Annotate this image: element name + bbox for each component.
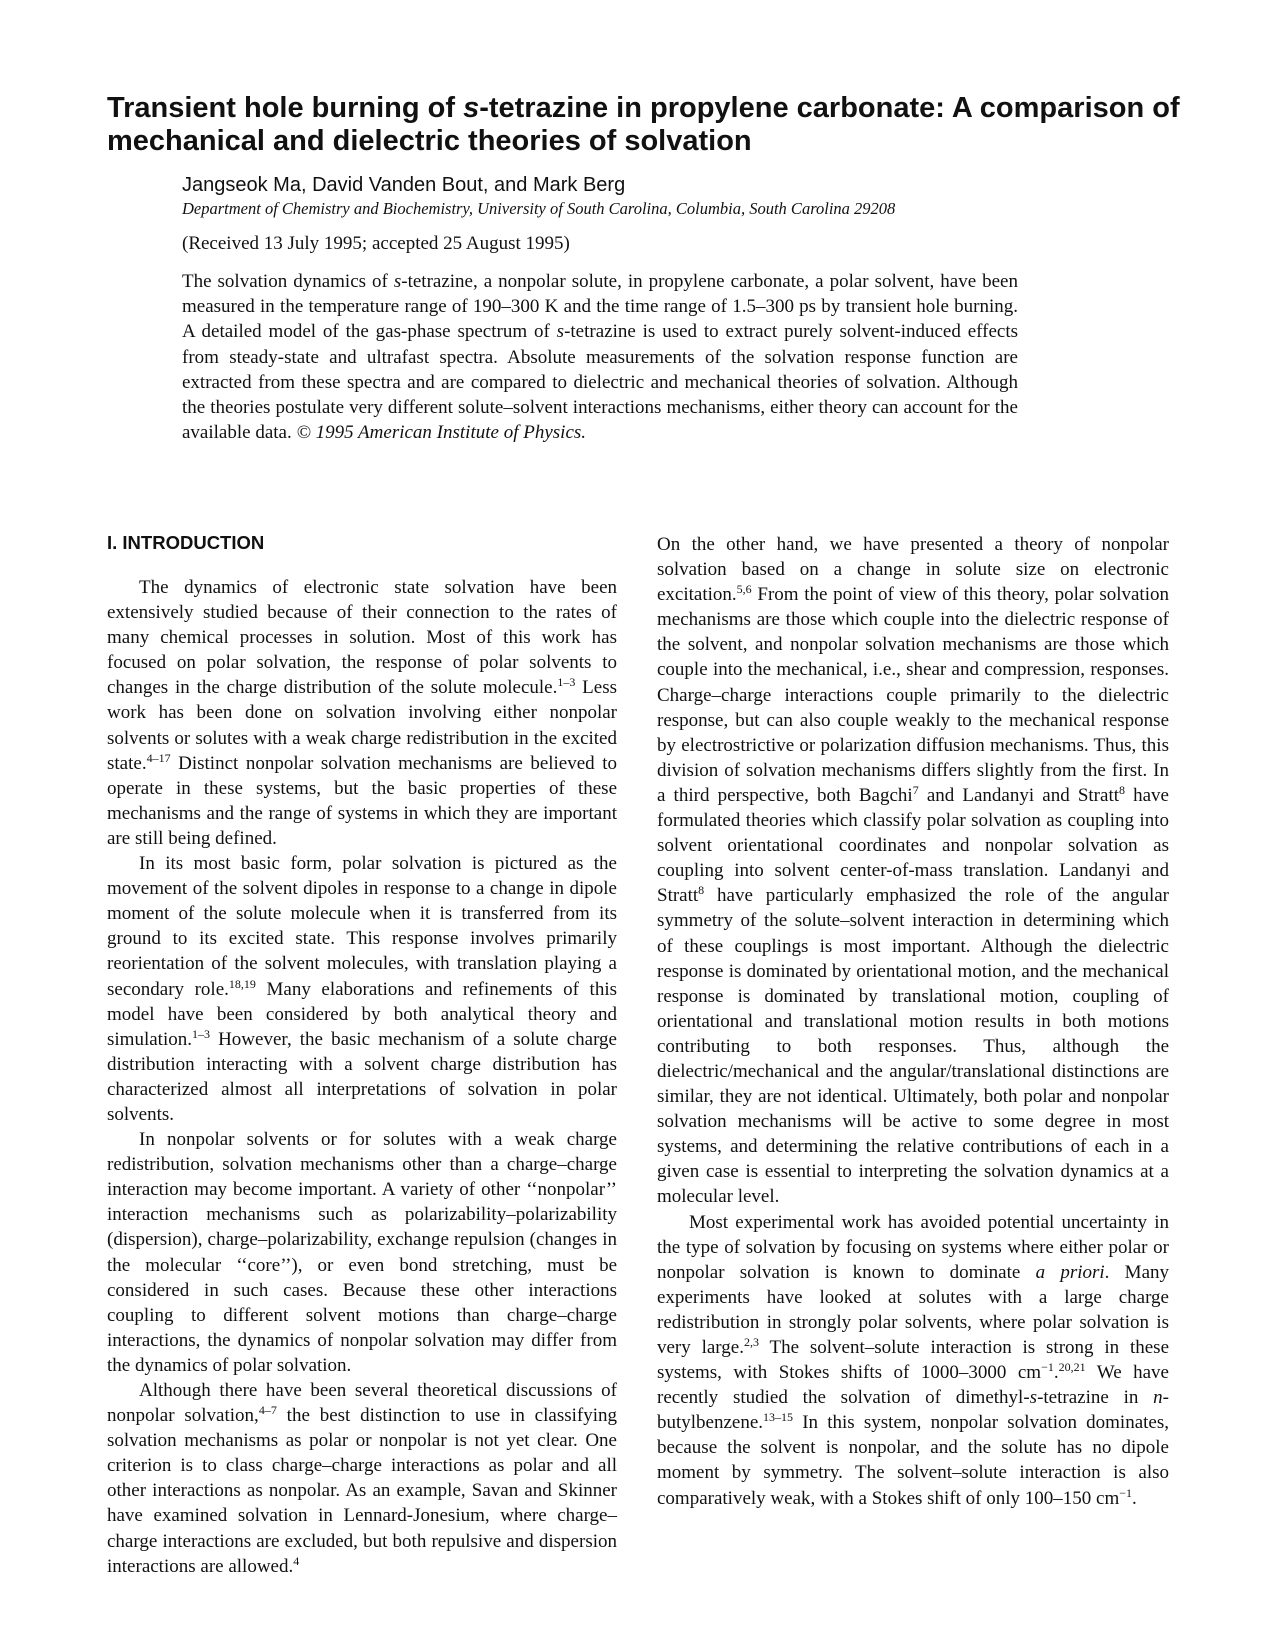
citation: 4–17 xyxy=(146,750,171,765)
citation: 4 xyxy=(293,1553,300,1568)
citation: 4–7 xyxy=(258,1403,277,1418)
affiliation: Department of Chemistry and Biochemistry, University of South Carolina, Columbia, South Carolina 29208 xyxy=(182,199,896,218)
right-column xyxy=(657,532,1169,1511)
section-heading: I. INTRODUCTION xyxy=(107,532,265,553)
paragraph: Most experimental work has avoided potential uncertainty in the type of solvation by focusing on systems where either polar or nonpolar solvation is known to dominate a priori. Many experiments have looked at solutes with a large charge redistribution in strongly polar solvents, where polar solvation is very large.$^{2,3}$ The solvent–solute interaction is strong in these systems, with Stokes shifts of 1000–3000 $cm^{-1}.^{20,21}$ We have recently studied the solvation of dimethyl-s-tetrazine in n-butylbenzene.$^{13-15}$ In this system, nonpolar solvation dominates, because the solvent is nonpolar, and the solute has no dipole moment by symmetry. The solvent–solute interaction is also comparatively weak, with a Stokes shift of only 100–150 $cm^{-1}$. xyxy=(657,1211,1170,1509)
received-dates: (Received 13 July 1995; accepted 25 August 1995) xyxy=(182,233,570,254)
abstract: The solvation dynamics of s-tetrazine, a nonpolar solute, in propylene carbonate, a polar solvent, have been measured in the temperature range of 190–300 K and the time range of 1.5–300 ps by transient hole burning. A detailed model of the gas-phase spectrum of s-tetrazine is used to extract purely solvent-induced effects from steady-state and ultrafast spectra. Absolute measurements of the solvation response function are extracted from these spectra and are compared to dielectric and mechanical theories of solvation. Although the theories postulate very different solute–solvent interactions mechanisms, either theory can account for the available data. © 1995 American Institute of Physics. xyxy=(182,271,1018,444)
citation: 20,21 xyxy=(1058,1360,1086,1375)
paragraph: In its most basic form, polar solvation is pictured as the movement of the solvent dipoles in response to a change in dipole moment of the solute molecule when it is transferred from its ground to its excited state. This response involves primarily reorientation of the solvent molecules, with translation playing a secondary role.$^{18,19}$ Many elaborations and refinements of this model have been considered by both analytical theory and simulation.$^{1-3}$ However, the basic mechanism of a solute charge distribution interacting with a solvent charge distribution has characterized almost all interpretations of solvation in polar solvents. xyxy=(107,853,617,1125)
exponent: −1 xyxy=(1119,1485,1133,1500)
citation: 1–3 xyxy=(557,675,576,690)
copyright-notice: © 1995 American Institute of Physics. xyxy=(296,422,587,444)
citation: 1–3 xyxy=(191,1026,210,1041)
left-column xyxy=(107,575,617,1579)
citation: 18,19 xyxy=(228,976,256,991)
citation: 8 xyxy=(1119,782,1125,797)
paragraph: On the other hand, we have presented a theory of nonpolar solvation based on a change in solute size on electronic excitation.$^{5,6}$ From the point of view of this theory, polar solvation mechanisms are those which couple into the dielectric response of the solvent, and nonpolar solvation mechanisms are those which couple into the mechanical, i.e., shear and compression, responses. Charge–charge interactions couple primarily to the dielectric response, but can also couple weakly to the mechanical response by electrostrictive or polarization diffusion mechanisms. Thus, this division of solvation mechanisms differs slightly from the first. In a third perspective, both Bagchi$^7$ and Landanyi and Stratt$^8$ have formulated theories which classify polar solvation as coupling into solvent orientational coordinates and nonpolar solvation as coupling into solvent center-of-mass translation. Landanyi and Stratt$^8$ have particularly emphasized the role of the angular symmetry of the solute–solvent interaction in determining which of these couplings is most important. Although the dielectric response is dominated by orientational motion, and the mechanical response is dominated by translational motion, coupling of orientational and translational motion results in both motions contributing to both responses. Thus, although the dielectric/mechanical and the angular/translational distinctions are similar, they are not identical. Ultimately, both polar and nonpolar solvation mechanisms will be active to some degree in most systems, and determining the relative contributions of each in a given case is essential to interpreting the solvation dynamics at a molecular level. xyxy=(657,534,1169,1208)
citation: 5,6 xyxy=(736,582,752,597)
citation: 7 xyxy=(912,782,919,797)
exponent: −1 xyxy=(1041,1360,1054,1375)
author-list: Jangseok Ma, David Vanden Bout, and Mark Berg xyxy=(182,174,626,196)
paragraph: In nonpolar solvents or for solutes with a weak charge redistribution, solvation mechanisms other than a charge–charge interaction may become important. A variety of other ‘‘nonpolar’’ interaction mechanisms such as polarizability–polarizability (dispersion), charge–polarizability, exchange repulsion (changes in the molecular ‘‘core’’), or even bond stretching, must be considered in such cases. Because these other interactions coupling to different solvent motions than charge–charge interactions, the dynamics of nonpolar solvation may differ from the dynamics of polar solvation. xyxy=(107,1129,617,1376)
paper-title: Transient hole burning of s-tetrazine in propylene carbonate: A comparison of mechanical and dielectric theories of solvation xyxy=(107,92,1180,157)
citation: 2,3 xyxy=(743,1335,759,1349)
citation: 8 xyxy=(698,883,705,898)
paragraph: The dynamics of electronic state solvation have been extensively studied because of their connection to the rates of many chemical processes in solution. Most of this work has focused on polar solvation, the response of polar solvents to changes in the charge distribution of the solute molecule.$^{1-3}$ Less work has been done on solvation involving either nonpolar solvents or solutes with a weak charge redistribution in the excited state.$^{4-17}$ Distinct nonpolar solvation mechanisms are believed to operate in these systems, but the basic properties of these mechanisms and the range of systems in which they are important are still being defined. xyxy=(107,577,617,849)
citation: 13–15 xyxy=(763,1410,794,1425)
paragraph: Although there have been several theoretical discussions of nonpolar solvation,$^{4-7}$ the best distinction to use in classifying solvation mechanisms as polar or nonpolar is not yet clear. One criterion is to class charge–charge interactions as polar and all other interactions as nonpolar. As an example, Savan and Skinner have examined solvation in Lennard-Jonesium, where charge–charge interactions are excluded, but both repulsive and dispersion interactions are allowed.$^4$ xyxy=(107,1380,618,1577)
